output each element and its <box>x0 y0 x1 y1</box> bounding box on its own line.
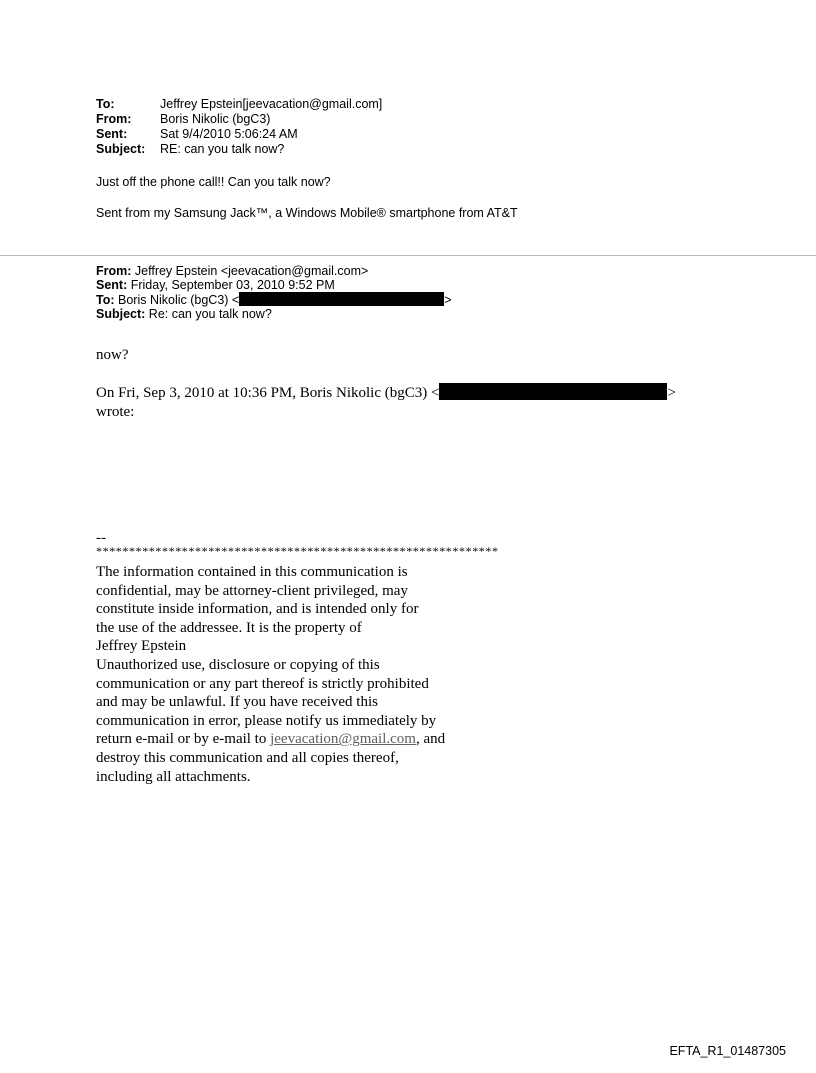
disclaimer-line: and may be unlawful. If you have received this <box>96 694 378 711</box>
quoted-attribution <box>96 383 676 421</box>
disclaimer-line: confidential, may be attorney-client privileged, may <box>96 582 408 599</box>
from-value: Boris Nikolic (bgC3) <box>160 112 271 126</box>
signature-stars: ************************************************************* <box>96 544 499 558</box>
quoted-to-row <box>96 292 452 308</box>
disclaimer-line: Jeffrey Epstein <box>96 638 187 655</box>
disclaimer-line: destroy this communication and all copies thereof, <box>96 749 399 766</box>
to-value: Jeffrey Epstein[jeevacation@gmail.com] <box>160 97 383 111</box>
document-id: EFTA_R1_01487305 <box>669 1044 786 1058</box>
disclaimer-line <box>96 730 516 749</box>
header-subject-row <box>96 142 382 157</box>
message-line: Just off the phone call!! Can you talk now? <box>96 175 331 189</box>
disclaimer-line: communication in error, please notify us immediately by <box>96 712 437 729</box>
subject-value: RE: can you talk now? <box>160 142 285 156</box>
attribution-close: > <box>667 385 676 401</box>
subject-label: Subject: <box>96 142 146 156</box>
disclaimer-line: the use of the addressee. It is the property of <box>96 619 362 636</box>
quoted-to-value: Boris Nikolic (bgC3) < <box>114 293 240 307</box>
disclaimer-line: communication or any part thereof is strictly prohibited <box>96 675 429 692</box>
divider <box>0 255 816 256</box>
from-label: From: <box>96 112 132 126</box>
quoted-sent-label: Sent: <box>96 277 128 292</box>
disclaimer-line: The information contained in this communication is <box>96 564 408 580</box>
attribution-text: On Fri, Sep 3, 2010 at 10:36 PM, Boris Nikolic (bgC3) < <box>96 385 440 401</box>
email-link[interactable]: jeevacation@gmail.com <box>270 731 416 748</box>
quoted-header <box>96 265 452 321</box>
quoted-subject-value: Re: can you talk now? <box>145 306 272 321</box>
quoted-sent-row <box>96 279 452 293</box>
header-from-row <box>96 112 382 127</box>
header-sent-row <box>96 127 382 142</box>
redaction-box <box>239 292 444 306</box>
disclaimer-text: return e-mail or by e-mail to <box>96 731 271 748</box>
quoted-sent-value: Friday, September 03, 2010 9:52 PM <box>127 277 335 292</box>
email-header <box>96 97 382 157</box>
quoted-now: now? <box>96 347 129 363</box>
disclaimer-text: , and <box>415 731 446 748</box>
quoted-to-close: > <box>444 293 452 307</box>
disclaimer-line: including all attachments. <box>96 768 251 785</box>
attribution-wrote: wrote: <box>96 403 135 420</box>
quoted-from-value: Jeffrey Epstein <jeevacation@gmail.com> <box>131 264 369 278</box>
signature-dash: -- <box>96 530 106 546</box>
disclaimer-line: constitute inside information, and is intended only for <box>96 601 419 618</box>
sent-label: Sent: <box>96 127 128 141</box>
disclaimer-line: Unauthorized use, disclosure or copying of this <box>96 656 380 673</box>
to-label: To: <box>96 97 115 111</box>
quoted-from-row <box>96 265 452 279</box>
mobile-signature: Sent from my Samsung Jack™, a Windows Mobile® smartphone from AT&T <box>96 206 518 220</box>
quoted-subject-label: Subject: <box>96 306 146 321</box>
redaction-box <box>439 383 667 400</box>
quoted-to-label: To: <box>96 293 115 307</box>
sent-value: Sat 9/4/2010 5:06:24 AM <box>160 127 298 141</box>
quoted-from-label: From: <box>96 264 132 278</box>
confidentiality-disclaimer <box>96 563 516 786</box>
quoted-subject-row <box>96 308 452 322</box>
header-to-row <box>96 97 382 112</box>
